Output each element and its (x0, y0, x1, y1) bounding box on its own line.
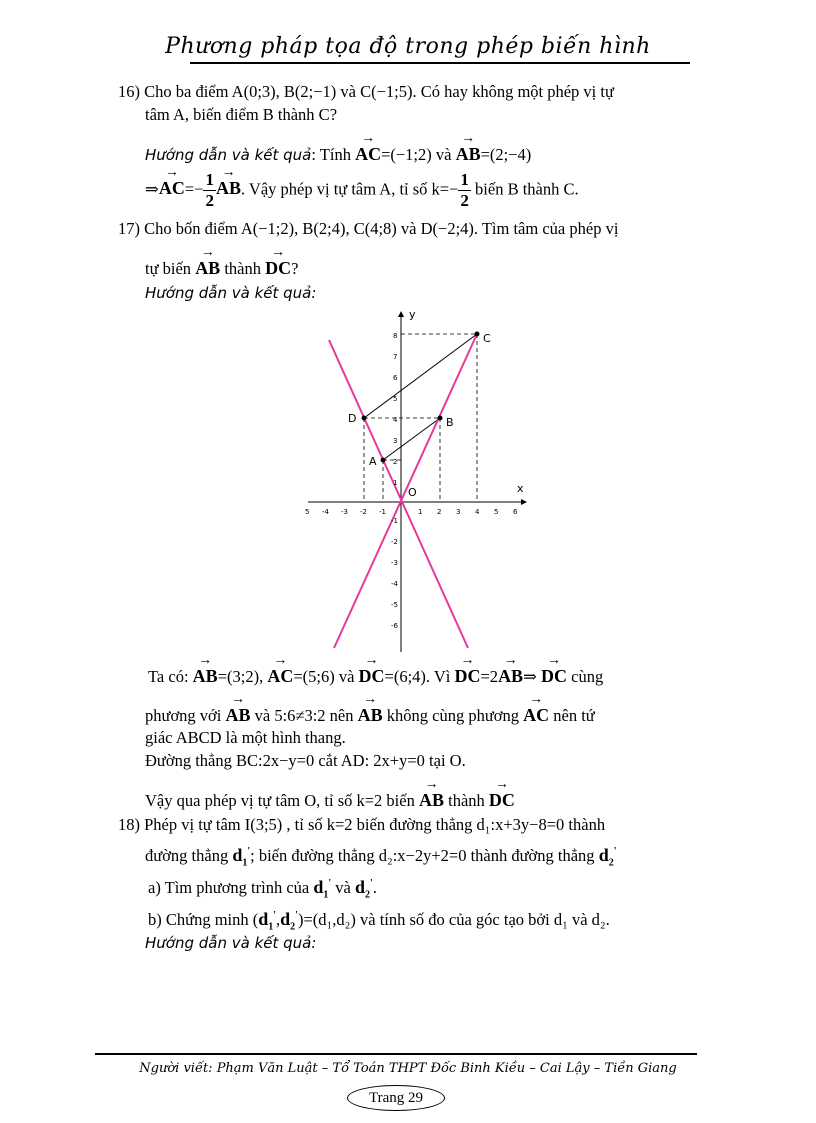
vector-DC: → DC (265, 258, 291, 278)
text: : Tính (311, 145, 356, 164)
d-symbol: d (280, 909, 291, 929)
y-tick: -6 (391, 622, 398, 630)
fraction-one-half (458, 170, 471, 211)
p18-part-b (148, 906, 610, 938)
y-tick: 3 (393, 437, 398, 445)
p17-line1: 17) Cho bốn điểm A(−1;2), B(2;4), C(4;8) và D(−2;4). Tìm tâm của phép vị (118, 219, 619, 238)
p16-hint (145, 144, 531, 165)
subscript: 2 (608, 857, 614, 869)
text: =− (184, 179, 204, 199)
x-tick: 6 (513, 508, 518, 516)
prime: ' (247, 846, 251, 857)
d1-prime (232, 845, 251, 869)
text: không cùng phương (382, 706, 524, 725)
text: . (372, 878, 377, 897)
d-symbol: d (232, 845, 243, 865)
sol17-line2 (145, 705, 595, 726)
vector-AB: → AB (195, 258, 220, 278)
y-tick: 4 (393, 416, 398, 424)
d-symbol: d (313, 877, 324, 897)
y-tick: 7 (393, 353, 398, 361)
vector-AB: → AB (456, 144, 481, 164)
x-tick-labels (305, 508, 518, 516)
text: ⇒ (523, 667, 542, 686)
vector-AC: → AC (523, 705, 549, 725)
x-tick: 3 (456, 508, 461, 516)
text: , (276, 910, 281, 929)
prime: ' (370, 878, 373, 889)
d1-prime (313, 877, 332, 901)
vector-AB: → AB (216, 178, 241, 198)
point-A (381, 458, 386, 463)
vector-AB: → AB (498, 666, 523, 686)
sol17-line5 (145, 790, 515, 811)
y-tick: -5 (391, 601, 398, 609)
d1-prime (258, 909, 277, 933)
x-tick: 2 (437, 508, 442, 516)
frac-num: 1 (460, 170, 469, 189)
text: tự biến (145, 259, 196, 278)
prime: ' (273, 910, 277, 921)
text: =(−1;2) và (381, 145, 456, 164)
x-tick: -4 (322, 508, 329, 516)
page-number: Trang 29 (347, 1085, 445, 1111)
text: Vậy qua phép vị tự tâm O, tỉ số k=2 biến (145, 791, 419, 810)
line-AD (329, 340, 468, 648)
prime: ' (328, 878, 332, 889)
text: và (331, 878, 355, 897)
label-A: A (369, 455, 377, 468)
label-D: D (348, 412, 357, 425)
prime: ' (613, 846, 617, 857)
y-tick: -2 (391, 538, 398, 546)
text: =(6;4). Vì (384, 667, 455, 686)
p18-line1: 18) Phép vị tự tâm I(3;5) , tỉ số k=2 biến đường thẳng d₁:x+3y−8=0 thành (118, 815, 606, 834)
d-symbol: d (598, 845, 609, 865)
d2-prime (598, 845, 617, 869)
d2-prime (355, 877, 373, 901)
y-axis-label: y (409, 308, 416, 321)
y-tick: -1 (391, 517, 398, 525)
line-BC (334, 334, 477, 648)
fraction-one-half (203, 170, 216, 211)
text: =(2;−4) (480, 145, 532, 164)
text: Ta có: (148, 667, 193, 686)
p17-hint-label: Hướng dẫn và kết quả: (145, 284, 317, 302)
frac-num: 1 (205, 170, 214, 189)
vector-AB: → AB (358, 705, 383, 725)
subscript: 1 (242, 857, 248, 869)
sol17-line3: giác ABCD là một hình thang. (145, 728, 346, 747)
sol17-line4: Đường thẳng BC:2x−y=0 cắt AD: 2x+y=0 tại O. (145, 751, 466, 770)
vector-AC: → AC (355, 144, 381, 164)
vector-AB: → AB (193, 666, 218, 686)
subscript: 2 (290, 921, 296, 933)
subscript: 2 (365, 889, 371, 901)
text: a) Tìm phương trình của (148, 878, 314, 897)
text: =(3;2), (217, 667, 268, 686)
segment-DC (364, 334, 477, 418)
text: thành (443, 791, 489, 810)
text: biến B thành C. (470, 179, 579, 199)
y-tick: 1 (393, 479, 398, 487)
vector-DC: → DC (359, 666, 385, 686)
text: . Vậy phép vị tự tâm A, tỉ số k=− (240, 179, 459, 199)
text: b) Chứng minh ( (148, 910, 259, 929)
p16-result (145, 170, 579, 211)
x-tick: -1 (379, 508, 386, 516)
text: =(5;6) và (293, 667, 359, 686)
page-header-title: Phương pháp tọa độ trong phép biến hình (165, 34, 651, 59)
p18-part-a (148, 874, 377, 906)
header-rule (190, 62, 690, 64)
p17-line2 (145, 258, 298, 279)
point-D (362, 416, 367, 421)
hint-label: Hướng dẫn và kết quả (145, 146, 312, 164)
prime: ' (295, 910, 298, 921)
vector-DC: → DC (455, 666, 481, 686)
subscript: 1 (268, 921, 274, 933)
text: cùng (567, 667, 604, 686)
frac-den: 2 (205, 191, 214, 210)
p18-hint-label: Hướng dẫn và kết quả: (145, 934, 317, 952)
label-C: C (483, 332, 491, 345)
d-symbol: d (355, 877, 366, 897)
dashed-guides (364, 334, 477, 502)
text: )=(d₁,d₂) và tính số đo của góc tạo bởi d₁ và d₂. (297, 910, 610, 929)
x-tick: -2 (360, 508, 367, 516)
footer-rule (95, 1053, 697, 1055)
text: phương với (145, 706, 226, 725)
text: nên tứ (549, 706, 595, 725)
text: ? (291, 259, 299, 278)
subscript: 1 (323, 889, 329, 901)
text: ; biến đường thẳng d₂:x−2y+2=0 thành đường thẳng (250, 846, 599, 865)
y-tick: 8 (393, 332, 398, 340)
x-tick: 1 (418, 508, 423, 516)
x-tick: 5 (305, 508, 310, 516)
vector-AC: → AC (267, 666, 293, 686)
y-tick: -4 (391, 580, 398, 588)
d-symbol: d (258, 909, 269, 929)
y-tick: 6 (393, 374, 398, 382)
y-tick: 5 (393, 395, 398, 403)
p16-line2: tâm A, biến điểm B thành C? (145, 105, 338, 124)
vector-AB: → AB (419, 790, 444, 810)
text: đường thẳng (145, 846, 233, 865)
coordinate-graph (300, 306, 530, 656)
label-O: O (408, 486, 417, 499)
vector-AC: → AC (159, 178, 185, 198)
segment-AB (383, 418, 440, 460)
label-B: B (446, 416, 454, 429)
vector-DC: → DC (541, 666, 567, 686)
point-C (475, 332, 480, 337)
sol17-line1 (148, 666, 603, 687)
y-tick-labels (391, 332, 399, 630)
x-tick: -3 (341, 508, 348, 516)
vector-AB: → AB (225, 705, 250, 725)
y-tick: 2 (393, 458, 398, 466)
frac-den: 2 (460, 191, 469, 210)
vector-DC: → DC (489, 790, 515, 810)
d2-prime (280, 909, 298, 933)
implies-symbol: ⇒ (145, 179, 159, 199)
point-B (438, 416, 443, 421)
p18-line2 (145, 842, 616, 874)
x-axis-label: x (517, 482, 524, 495)
p16-line1: 16) Cho ba điểm A(0;3), B(2;−1) và C(−1;5). Có hay không một phép vị tự (118, 82, 614, 101)
text: và 5:6≠3:2 nên (250, 706, 358, 725)
text: =2 (480, 667, 499, 686)
footer-author: Người viết: Phạm Văn Luật – Tổ Toán THPT Đốc Binh Kiều – Cai Lậy – Tiền Giang (139, 1061, 677, 1076)
text: thành (220, 259, 266, 278)
x-tick: 5 (494, 508, 499, 516)
x-tick: 4 (475, 508, 480, 516)
y-tick: -3 (391, 559, 398, 567)
